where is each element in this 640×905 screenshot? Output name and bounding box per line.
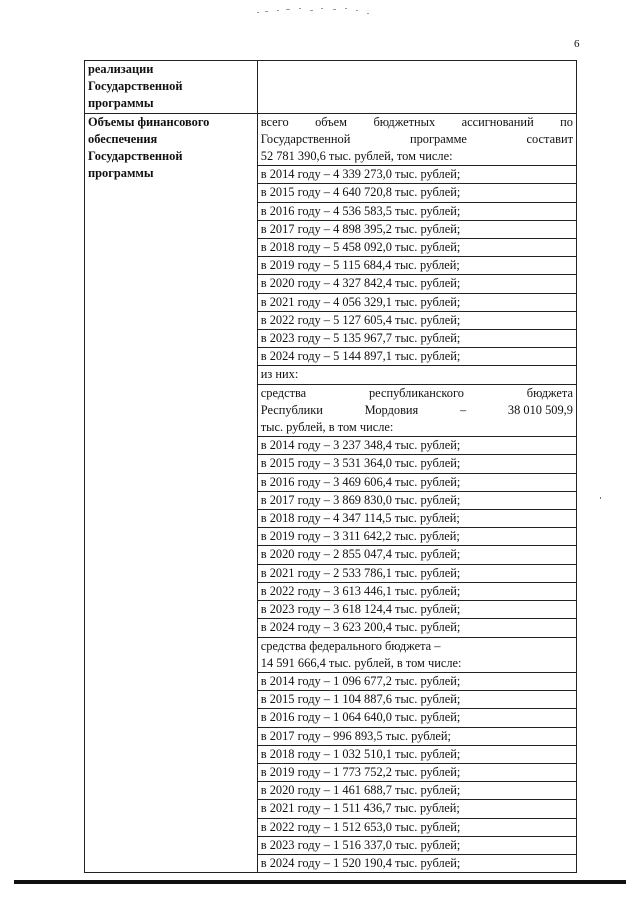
label-line: Государственной <box>88 149 183 164</box>
total-year-line: в 2021 году – 4 056 329,1 тыс. рублей; <box>260 294 461 309</box>
federal-sum-line: 14 591 666,4 тыс. рублей, в том числе: <box>260 655 462 670</box>
scan-bottom-edge <box>14 880 626 884</box>
label-line: программы <box>88 166 154 181</box>
page-number: 6 <box>574 38 580 50</box>
republic-year-line: в 2019 году – 3 311 642,2 тыс. рублей; <box>260 529 460 544</box>
republic-year-line: в 2017 году – 3 869 830,0 тыс. рублей; <box>260 492 461 507</box>
republic-year-line: в 2018 году – 4 347 114,5 тыс. рублей; <box>260 511 460 526</box>
total-year-line: в 2016 году – 4 536 583,5 тыс. рублей; <box>260 203 461 218</box>
total-year-line: в 2023 году – 5 135 967,7 тыс. рублей; <box>260 331 461 346</box>
label-line: реализации <box>88 62 154 76</box>
federal-year-line: в 2022 году – 1 512 653,0 тыс. рублей; <box>260 819 461 834</box>
total-year-line: в 2017 году – 4 898 395,2 тыс. рублей; <box>260 221 461 236</box>
word: республиканского <box>368 385 464 400</box>
federal-year-line: в 2019 году – 1 773 752,2 тыс. рублей; <box>260 764 461 779</box>
republic-intro-line <box>261 385 573 402</box>
word: Республики <box>260 402 323 417</box>
label-line: программы <box>88 96 154 111</box>
total-year-line: в 2019 году – 5 115 684,4 тыс. рублей; <box>260 258 460 273</box>
word: объем <box>315 114 348 129</box>
republic-intro-line <box>261 402 573 419</box>
word: всего <box>260 114 289 129</box>
total-intro-line <box>261 114 573 131</box>
federal-year-line: в 2020 году – 1 461 688,7 тыс. рублей; <box>260 783 461 798</box>
word: по <box>560 114 573 129</box>
federal-year-line: в 2023 году – 1 516 337,0 тыс. рублей; <box>260 837 461 852</box>
row-value-realization <box>257 61 576 114</box>
passport-table <box>84 60 577 873</box>
word: бюджета <box>526 385 573 400</box>
republic-year-line: в 2014 году – 3 237 348,4 тыс. рублей; <box>260 438 461 453</box>
total-sum-line: 52 781 390,6 тыс. рублей, том числе: <box>260 149 453 164</box>
total-year-line: в 2014 году – 4 339 273,0 тыс. рублей; <box>260 167 461 182</box>
label-line: обеспечения <box>88 131 158 146</box>
republic-year-line: в 2015 году – 3 531 364,0 тыс. рублей; <box>260 456 461 471</box>
word: средства <box>260 385 307 400</box>
republic-year-line: в 2016 году – 3 469 606,4 тыс. рублей; <box>260 474 461 489</box>
word: программе <box>409 131 467 146</box>
total-year-line: в 2020 году – 4 327 842,4 тыс. рублей; <box>260 276 461 291</box>
word: – <box>459 402 467 417</box>
republic-year-line: в 2020 году – 2 855 047,4 тыс. рублей; <box>260 547 461 562</box>
total-year-line: в 2018 году – 5 458 092,0 тыс. рублей; <box>260 240 461 255</box>
federal-year-line: в 2014 году – 1 096 677,2 тыс. рублей; <box>260 673 461 688</box>
republic-year-line: в 2021 году – 2 533 786,1 тыс. рублей; <box>260 565 461 580</box>
row-label-financing <box>85 113 258 873</box>
republic-year-line: в 2024 году – 3 623 200,4 тыс. рублей; <box>260 620 461 635</box>
word: бюджетных <box>373 114 436 129</box>
republic-year-line: в 2023 году – 3 618 124,4 тыс. рублей; <box>260 602 461 617</box>
total-year-line: в 2024 году – 5 144 897,1 тыс. рублей; <box>260 349 461 364</box>
federal-year-line: в 2017 году – 996 893,5 тыс. рублей; <box>260 728 451 743</box>
label-line: Объемы финансового <box>88 114 210 129</box>
word: составит <box>526 131 573 146</box>
republic-sum-line: тыс. рублей, в том числе: <box>260 420 394 435</box>
federal-year-line: в 2021 году – 1 511 436,7 тыс. рублей; <box>260 801 460 816</box>
table-row <box>85 61 577 114</box>
row-label-realization <box>85 61 258 114</box>
table-row <box>85 113 577 873</box>
label-line: Государственной <box>88 79 183 94</box>
federal-year-line: в 2016 году – 1 064 640,0 тыс. рублей; <box>260 710 461 725</box>
total-intro-line <box>261 131 573 148</box>
word: 38 010 509,9 <box>507 402 573 417</box>
federal-year-line: в 2015 году – 1 104 887,6 тыс. рублей; <box>260 692 461 707</box>
scan-artifact-marks <box>255 6 375 16</box>
republic-year-line: в 2022 году – 3 613 446,1 тыс. рублей; <box>260 583 461 598</box>
scan-mark <box>600 497 601 499</box>
word: Мордовия <box>364 402 419 417</box>
federal-year-line: в 2024 году – 1 520 190,4 тыс. рублей; <box>260 855 461 870</box>
word: Государственной <box>260 131 351 146</box>
of-them-line: из них: <box>260 367 299 382</box>
total-year-line: в 2022 году – 5 127 605,4 тыс. рублей; <box>260 312 461 327</box>
row-value-financing <box>257 113 576 873</box>
word: ассигнований <box>461 114 534 129</box>
federal-year-line: в 2018 году – 1 032 510,1 тыс. рублей; <box>260 746 461 761</box>
total-year-line: в 2015 году – 4 640 720,8 тыс. рублей; <box>260 185 461 200</box>
federal-head-line: средства федерального бюджета – <box>260 638 441 653</box>
